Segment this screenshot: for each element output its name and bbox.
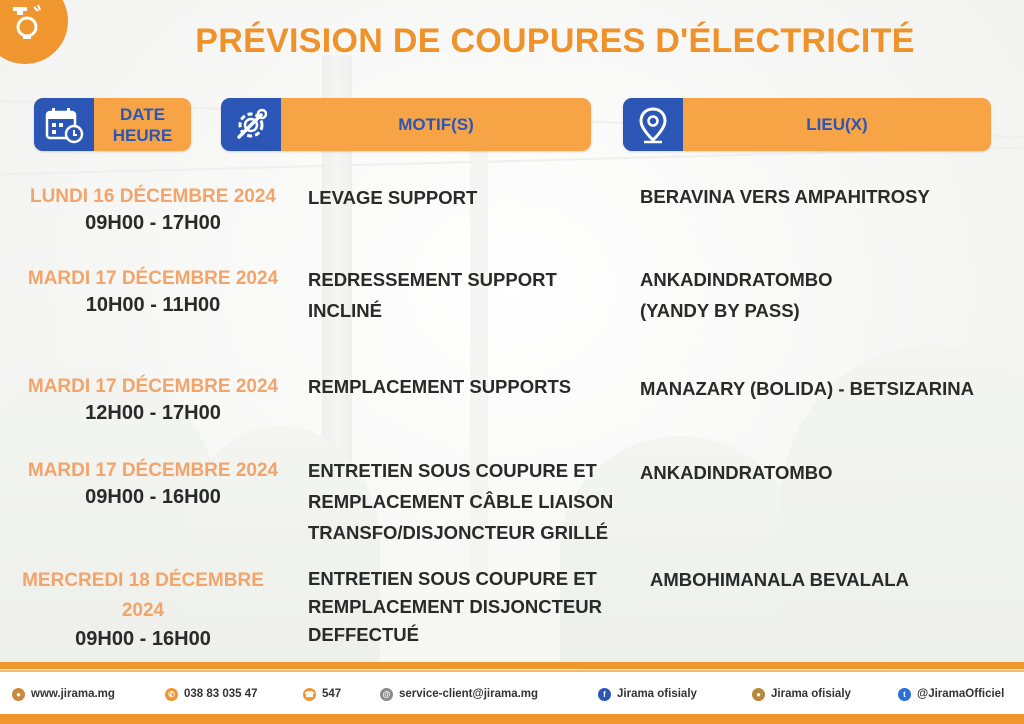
row-time: 12H00 - 17H00 bbox=[85, 402, 221, 424]
header-heure-label: HEURE bbox=[112, 125, 173, 145]
calendar-clock-icon bbox=[34, 98, 94, 151]
header-date bbox=[34, 98, 191, 151]
header-lieu bbox=[623, 98, 991, 151]
motif-line: INCLINÉ bbox=[308, 300, 382, 321]
row-time: 10H00 - 11H00 bbox=[85, 294, 221, 316]
motif-line: DEFFECTUÉ bbox=[308, 624, 419, 645]
motif-line: TRANSFO/DISJONCTEUR GRILLÉ bbox=[308, 522, 609, 543]
row-lieu bbox=[650, 564, 909, 595]
footer-email[interactable]: @ service-client@jirama.mg bbox=[380, 686, 538, 702]
lieu-line: MANAZARY (BOLIDA) - BETSIZARINA bbox=[640, 378, 975, 399]
lieu-line: AMBOHIMANALA BEVALALA bbox=[650, 569, 909, 590]
row-date: LUNDI 16 DÉCEMBRE 2024 bbox=[29, 186, 277, 207]
row-date-time bbox=[8, 374, 298, 426]
at-icon: @ bbox=[380, 688, 393, 701]
row-date: MARDI 17 DÉCEMBRE 2024 bbox=[27, 376, 279, 397]
page-title: PRÉVISION DE COUPURES D'ÉLECTRICITÉ bbox=[195, 22, 915, 60]
footer-divider bbox=[0, 662, 1024, 669]
footer-phone[interactable]: ✆ 038 83 035 47 bbox=[165, 686, 258, 702]
row-date: MERCREDI 18 DÉCEMBRE bbox=[22, 570, 264, 591]
lieu-line: (YANDY BY PASS) bbox=[640, 300, 800, 321]
lieu-line: ANKADINDRATOMBO bbox=[640, 462, 833, 483]
footer-short-number[interactable]: ☎ 547 bbox=[304, 688, 342, 700]
footer-bottom-band bbox=[0, 714, 1024, 724]
row-lieu bbox=[640, 373, 974, 404]
row-date: MARDI 17 DÉCEMBRE 2024 bbox=[27, 268, 279, 289]
twitter-icon: t bbox=[898, 688, 911, 701]
header-date-label: DATE bbox=[119, 104, 165, 124]
row-date-time bbox=[8, 184, 298, 236]
row-time: 09H00 - 17H00 bbox=[85, 212, 221, 234]
row-motif bbox=[308, 565, 602, 649]
motif-line: ENTRETIEN SOUS COUPURE ET bbox=[308, 460, 597, 481]
motif-line: ENTRETIEN SOUS COUPURE ET bbox=[308, 568, 597, 589]
row-time: 09H00 - 16H00 bbox=[75, 628, 211, 650]
motif-line: REMPLACEMENT SUPPORTS bbox=[308, 376, 572, 397]
row-lieu bbox=[640, 264, 833, 326]
row-time: 09H00 - 16H00 bbox=[85, 486, 221, 508]
social-icon: ● bbox=[752, 688, 765, 701]
gear-wrench-icon bbox=[221, 98, 281, 151]
lieu-line: BERAVINA VERS AMPAHITROSY bbox=[640, 186, 930, 207]
row-date-time bbox=[8, 266, 298, 318]
header-lieu-label: LIEU(X) bbox=[806, 115, 868, 134]
row-lieu bbox=[640, 181, 930, 212]
motif-line: REMPLACEMENT CÂBLE LIAISON bbox=[308, 491, 614, 512]
footer-social[interactable]: ● Jirama ofisialy bbox=[752, 686, 851, 702]
lieu-line: ANKADINDRATOMBO bbox=[640, 269, 833, 290]
footer-website[interactable]: ● www.jirama.mg bbox=[12, 686, 115, 702]
headset-icon: ☎ bbox=[304, 689, 315, 699]
row-motif bbox=[308, 264, 557, 326]
row-motif bbox=[308, 182, 477, 213]
row-lieu bbox=[640, 457, 833, 488]
row-date-time bbox=[8, 458, 298, 510]
globe-icon: ● bbox=[12, 688, 25, 701]
phone-icon: ✆ bbox=[165, 688, 178, 701]
motif-line: REMPLACEMENT DISJONCTEUR bbox=[308, 596, 602, 617]
header-motif-label: MOTIF(S) bbox=[398, 115, 474, 134]
row-motif bbox=[308, 455, 613, 548]
header-motif bbox=[221, 98, 591, 151]
facebook-icon: f bbox=[598, 688, 611, 701]
footer-facebook[interactable]: f Jirama ofisialy bbox=[598, 686, 697, 702]
motif-line: REDRESSEMENT SUPPORT bbox=[308, 269, 557, 290]
row-date: MARDI 17 DÉCEMBRE 2024 bbox=[27, 460, 279, 481]
row-motif bbox=[308, 371, 571, 402]
row-date-year: 2024 bbox=[121, 600, 165, 621]
map-pin-icon bbox=[623, 98, 683, 151]
footer-twitter[interactable]: t @JiramaOfficiel bbox=[898, 686, 1004, 702]
row-date-time bbox=[8, 566, 278, 652]
motif-line: LEVAGE SUPPORT bbox=[308, 187, 478, 208]
